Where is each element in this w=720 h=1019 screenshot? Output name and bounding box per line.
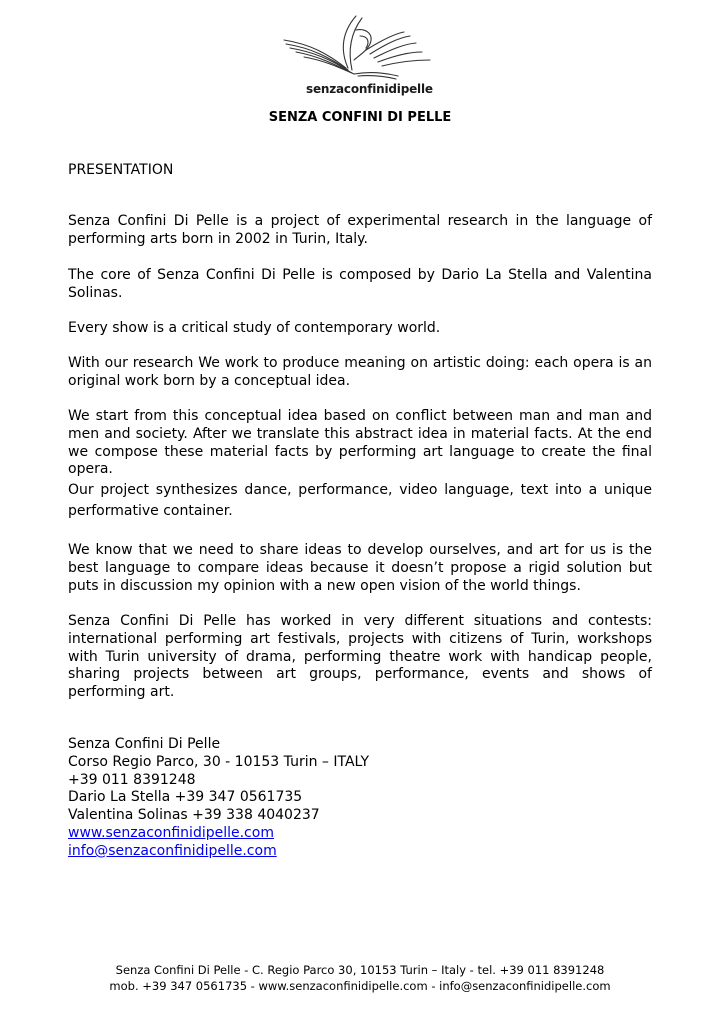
email-link[interactable]: info@senzaconfinidipelle.com [68, 842, 277, 859]
logo [270, 10, 450, 100]
paragraph-research: With our research We work to produce meaning on artistic doing: each opera is an original work born by a conceptual idea. [68, 355, 652, 389]
paragraph-worked: Senza Confini Di Pelle has worked in very different situations and contests: international performing art festivals, projects with citizens of Turin, workshops with Turin university of drama, performing theatre work with handicap people, sharing projects between art groups, performance, events and shows of performing art. [68, 613, 652, 701]
section-heading: PRESENTATION [68, 162, 174, 178]
contact-name: Senza Confini Di Pelle [68, 736, 221, 752]
paragraph-synthesis: Our project synthesizes dance, performance, video language, text into a unique performative container. [68, 482, 652, 519]
footer [0, 962, 720, 994]
contact-block [68, 736, 369, 861]
website-link[interactable]: www.senzaconfinidipelle.com [68, 824, 274, 841]
logo-text: senzaconfinidipelle [306, 82, 433, 96]
contact-address: Corso Regio Parco, 30 - 10153 Turin – ITALY [68, 753, 370, 770]
paragraph-show: Every show is a critical study of contemporary world. [68, 320, 441, 336]
paragraph-conceptual: We start from this conceptual idea based on conflict between man and man and men and society. After we translate this abstract idea in material facts. At the end we compose these material facts by performing art language to create the final opera. [68, 408, 652, 478]
logo-bird-icon [270, 10, 450, 82]
contact-person-valentina: Valentina Solinas +39 338 4040237 [68, 807, 320, 824]
contact-phone: +39 011 8391248 [68, 771, 196, 788]
footer-line-1: Senza Confini Di Pelle - C. Regio Parco 30, 10153 Turin – Italy - tel. +39 011 8391248 [115, 963, 605, 977]
paragraph-share: We know that we need to share ideas to develop ourselves, and art for us is the best language to compare ideas because it doesn’t propose a rigid solution but puts in discussion my opinion with a new open vision of the world things. [68, 542, 652, 594]
document-title: SENZA CONFINI DI PELLE [268, 110, 452, 125]
footer-line-2: mob. +39 347 0561735 - www.senzaconfinidipelle.com - info@senzaconfinidipelle.com [109, 979, 611, 993]
paragraph-core: The core of Senza Confini Di Pelle is composed by Dario La Stella and Valentina Solinas. [68, 267, 652, 301]
paragraph-intro: Senza Confini Di Pelle is a project of experimental research in the language of performing arts born in 2002 in Turin, Italy. [68, 213, 652, 247]
contact-person-dario: Dario La Stella +39 347 0561735 [68, 789, 303, 806]
